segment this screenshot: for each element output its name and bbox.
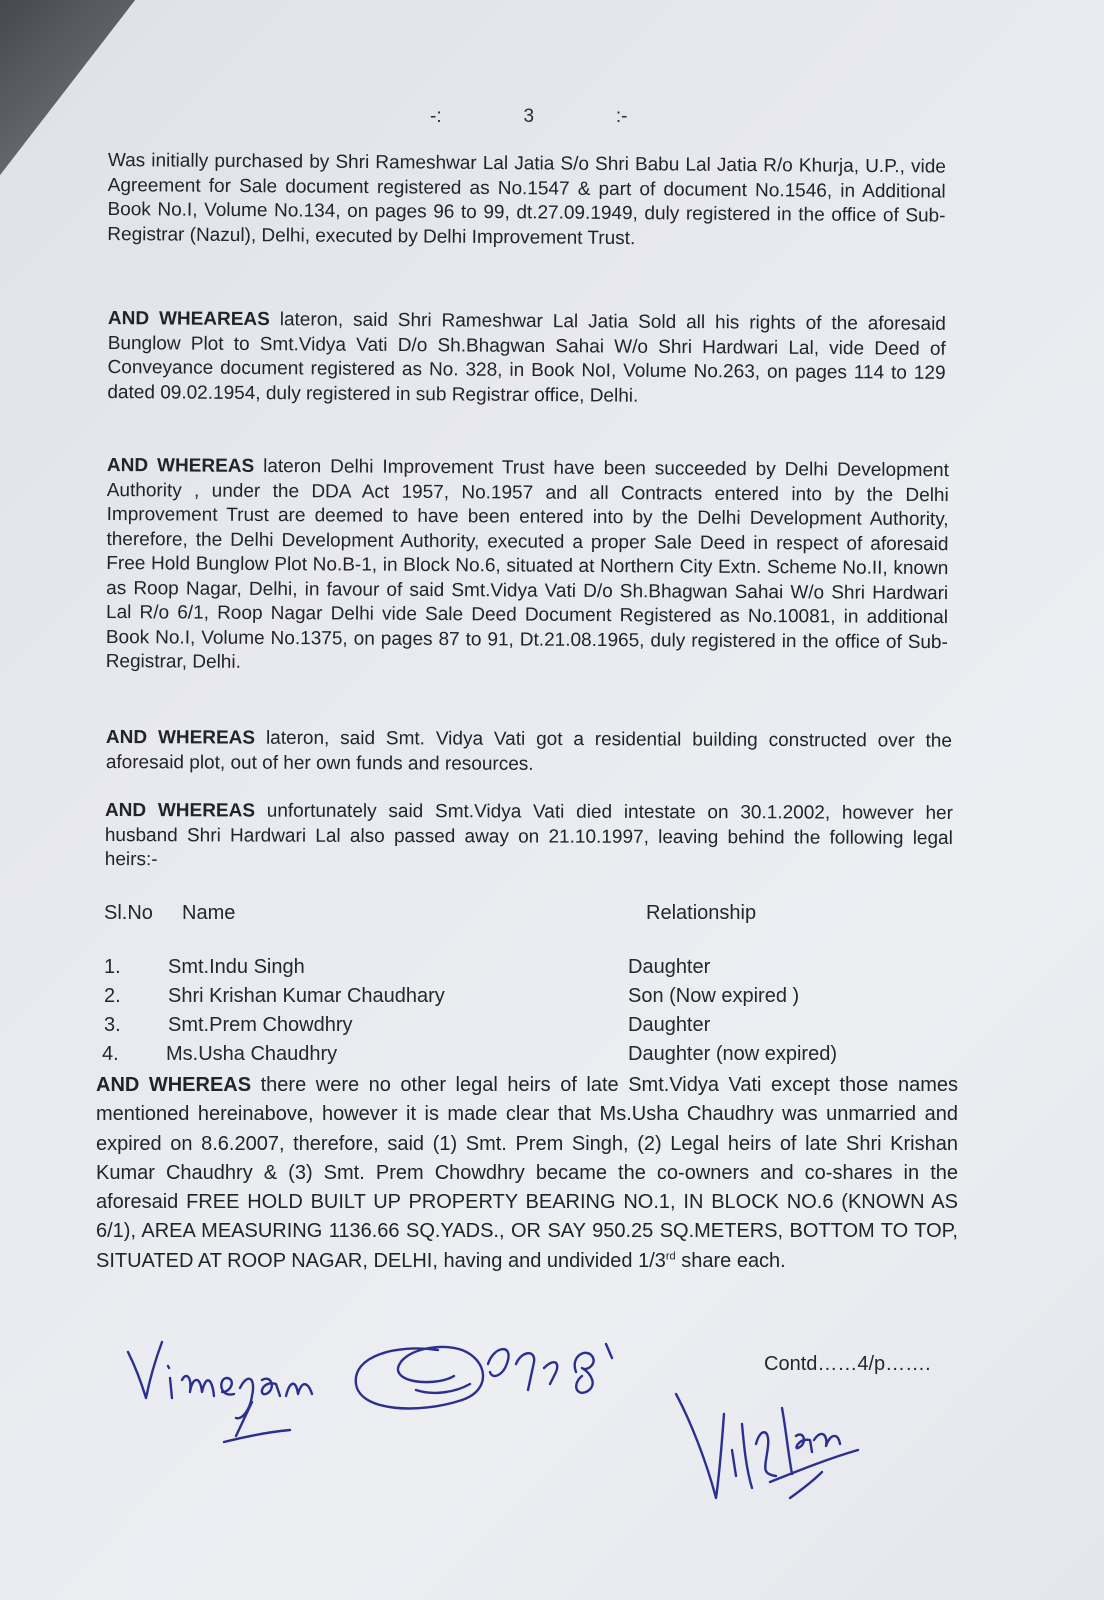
- table-row-name: Smt.Prem Chowdhry: [168, 1014, 353, 1036]
- paragraph-lead: AND WHEREAS: [105, 727, 256, 749]
- table-header-name: Name: [182, 902, 236, 924]
- table-row-number: 4.: [102, 1043, 119, 1065]
- table-row-name: Smt.Indu Singh: [168, 956, 305, 978]
- paragraph-text: lateron, said Smt. Vidya Vati got a residential building constructed over the aforesaid plot, out of her own funds and resources.: [105, 727, 953, 775]
- table-row-name: Shri Krishan Kumar Chaudhary: [168, 985, 445, 1007]
- table-row-number: 1.: [104, 956, 121, 978]
- continued-note: Contd……4/p…….: [764, 1353, 931, 1375]
- table-row-name: Ms.Usha Chaudhry: [166, 1043, 338, 1065]
- table-header-slno: Sl.No: [104, 902, 153, 924]
- paragraph-text-tail: share each.: [675, 1249, 786, 1272]
- table-row-number: 2.: [104, 985, 121, 1007]
- paragraph-text: unfortunately said Smt.Vidya Vati died intestate on 30.1.2002, however her husband Shri Hardwari Lal also passed away on 21.10.1997, leaving behind the following legal heirs:-: [104, 800, 954, 871]
- table-row-relationship: Son (Now expired ): [628, 985, 800, 1007]
- page-number: -: 3 :-: [430, 106, 628, 127]
- paragraph-text: Was initially purchased by Shri Rameshwar Lal Jatia S/o Shri Babu Lal Jatia R/o Khurja, U.P., vide Agreement for Sale document registered as No.1547 & part of document No.1546, in Additional Book No.I, Volume No.134, on pages 96 to 99, dt.27.09.1949, duly registered in the office of Sub-Registrar (Nazul), Delhi, executed by Delhi Improvement Trust.: [107, 149, 946, 249]
- table-row-number: 3.: [104, 1014, 121, 1036]
- ordinal-suffix: rd: [665, 1250, 676, 1263]
- paragraph-text: there were no other legal heirs of late Smt.Vidya Vati except those names mentioned hereinabove, however it is made clear that Ms.Usha Chaudhry was unmarried and expired on 8.6.2007, therefore, said (1) Smt. Prem Singh, (2) Legal heirs of late Shri Krishan Kumar Chaudhry & (3) Smt. Prem Chowdhry became the co-owners and co-shares in the aforesaid FREE HOLD BUILT UP PROPERTY BEARING NO.1, IN BLOCK NO.6 (KNOWN AS 6/1), AREA MEASURING 1136.66 SQ.YADS., OR SAY 950.25 SQ.METERS, BOTTOM TO TOP, SITUATED AT ROOP NAGAR, DELHI, having and undivided 1/3: [96, 1074, 958, 1272]
- paragraph-lead: AND WHEREAS: [96, 1074, 252, 1096]
- table-row-relationship: Daughter: [628, 1014, 711, 1036]
- table-row-relationship: Daughter (now expired): [628, 1043, 837, 1065]
- paragraph-text: lateron Delhi Improvement Trust have been succeeded by Delhi Development Authority , under the DDA Act 1957, No.1957 and all Contracts entered into by the Delhi Improvement Trust are deemed to have been entered into by the Delhi Development Authority, therefore, the Delhi Development Authority, executed a proper Sale Deed in respect of aforesaid Free Hold Bunglow Plot No.B-1, in Block No.6, situated at Northern City Extn. Scheme No.II, known as Roop Nagar, Delhi, in favour of said Smt.Vidya Vati D/o Sh.Bhagwan Sahai W/o Shri Hardwari Lal R/o 6/1, Roop Nagar Delhi vide Sale Deed Document Registered as No.10081, in additional Book No.I, Volume No.1375, on pages 87 to 91, Dt.21.08.1965, duly registered in the office of Sub-Registrar, Delhi.: [105, 455, 949, 673]
- paragraph-lead: AND WHEREAS: [106, 454, 255, 477]
- table-header-relationship: Relationship: [646, 902, 757, 924]
- table-row-relationship: Daughter: [628, 956, 711, 978]
- paragraph-lead: AND WHEREAS: [104, 800, 256, 822]
- signature-1: [128, 1342, 312, 1442]
- signature-3: [676, 1394, 858, 1498]
- paragraph-lead: AND WHEAREAS: [107, 307, 270, 331]
- signature-2: [356, 1344, 612, 1408]
- paragraph-text: lateron, said Shri Rameshwar Lal Jatia Sold all his rights of the aforesaid Bunglow Plot to Smt.Vidya Vati D/o Sh.Bhagwan Sahai W/o Shri Hardwari Lal, vide Deed of Conveyance document registered as No. 328, in Book NoI, Volume No.263, on pages 114 to 129 dated 09.02.1954, duly registered in sub Registrar office, Delhi.: [107, 309, 946, 407]
